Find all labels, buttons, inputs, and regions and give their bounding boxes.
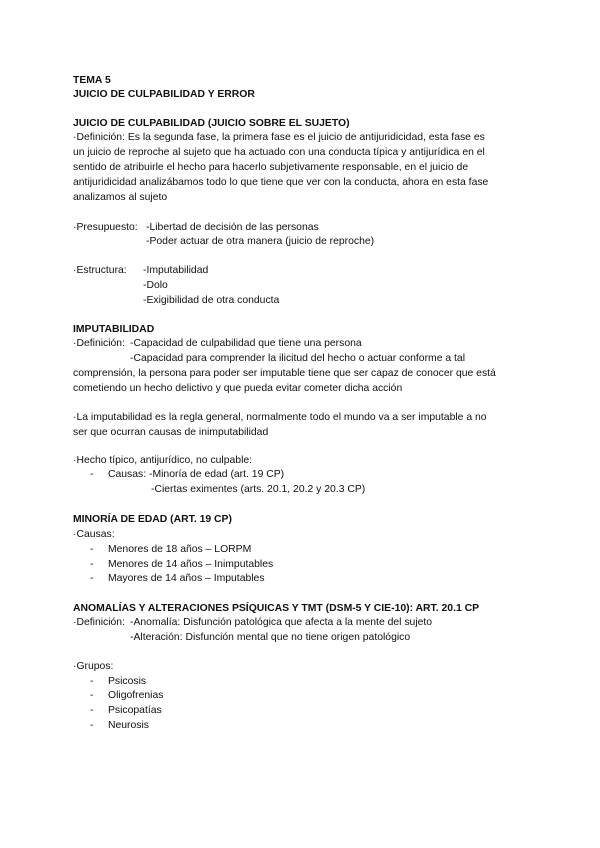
bullet-dash: - (90, 690, 94, 701)
imputabilidad-def-label: ·Definición: (73, 338, 125, 349)
presupuesto-item: -Libertad de decisión de las personas (146, 222, 319, 233)
causas-label: Causas: (108, 469, 147, 480)
definicion-line: sentido de atribuirle el hecho para hacerlo subjetivamente responsable, en el juicio de (73, 162, 469, 173)
section-heading-anomalias: ANOMALÍAS Y ALTERACIONES PSÍQUICAS Y TMT (DSM-5 Y CIE-10): ART. 20.1 CP (73, 603, 480, 614)
grupo-item: Psicopatías (108, 705, 162, 716)
anomalias-def-item: -Anomalía: Disfunción patológica que afecta a la mente del sujeto (130, 617, 433, 628)
minoria-item: Menores de 18 años – LORPM (108, 544, 252, 555)
section-heading-juicio: JUICIO DE CULPABILIDAD (JUICIO SOBRE EL SUJETO) (73, 118, 350, 129)
imputabilidad-def-item: -Capacidad de culpabilidad que tiene una persona (130, 338, 362, 349)
regla-line: ser que ocurran causas de inimputabilidad (73, 427, 269, 438)
bullet-dash: - (90, 705, 94, 716)
minoria-causas-label: ·Causas: (73, 529, 115, 540)
bullet-dash: - (90, 720, 94, 731)
bullet-dash: - (90, 573, 94, 584)
bullet-dash: - (90, 544, 94, 555)
minoria-item: Mayores de 14 años – Imputables (108, 573, 265, 584)
grupo-item: Neurosis (108, 720, 149, 731)
grupo-item: Oligofrenias (108, 690, 164, 701)
bullet-dash: - (90, 469, 94, 480)
hecho-line: ·Hecho típico, antijurídico, no culpable: (73, 455, 253, 466)
grupo-item: Psicosis (108, 676, 147, 687)
imputabilidad-def-item: -Capacidad para comprender la ilicitud del hecho o actuar conforme a tal (130, 353, 465, 364)
definicion-line: analizamos al sujeto (73, 192, 168, 203)
section-heading-minoria: MINORÍA DE EDAD (ART. 19 CP) (73, 514, 232, 525)
anomalias-def-item: -Alteración: Disfunción mental que no tiene origen patológico (130, 632, 411, 643)
definicion-line: antijuridicidad analizábamos todo lo que tiene que ver con la conducta, ahora en esta fase (73, 177, 489, 188)
definicion-line: ·Definición: Es la segunda fase, la primera fase es el juicio de antijuridicidad, esta fase es (73, 132, 485, 143)
anomalias-def-label: ·Definición: (73, 617, 125, 628)
bullet-dash: - (90, 676, 94, 687)
estructura-item: -Imputabilidad (143, 265, 209, 276)
estructura-item: -Exigibilidad de otra conducta (143, 295, 280, 306)
regla-line: ·La imputabilidad es la regla general, normalmente todo el mundo va a ser imputable a no (73, 412, 487, 423)
causa-item: -Minoría de edad (art. 19 CP) (149, 469, 285, 480)
definicion-line: un juicio de reproche al sujeto que ha actuado con una conducta típica y antijurídica en el (73, 147, 485, 158)
imputabilidad-def-cont: cometiendo un hecho delictivo y que pueda evitar cometer dicha acción (73, 383, 403, 394)
section-heading-imputabilidad: IMPUTABILIDAD (73, 324, 155, 335)
imputabilidad-def-cont: comprensión, la persona para poder ser imputable tiene que ser capaz de conocer que está (73, 368, 496, 379)
estructura-label: ·Estructura: (73, 265, 127, 276)
page-title: JUICIO DE CULPABILIDAD Y ERROR (73, 89, 255, 100)
tema-number: TEMA 5 (73, 75, 111, 86)
minoria-item: Menores de 14 años – Inimputables (108, 559, 274, 570)
grupos-label: ·Grupos: (73, 661, 114, 672)
presupuesto-label: ·Presupuesto: (73, 222, 138, 233)
bullet-dash: - (90, 559, 94, 570)
estructura-item: -Dolo (143, 280, 168, 291)
presupuesto-item: -Poder actuar de otra manera (juicio de reproche) (146, 236, 375, 247)
causa-item: -Ciertas eximentes (arts. 20.1, 20.2 y 20.3 CP) (151, 484, 366, 495)
